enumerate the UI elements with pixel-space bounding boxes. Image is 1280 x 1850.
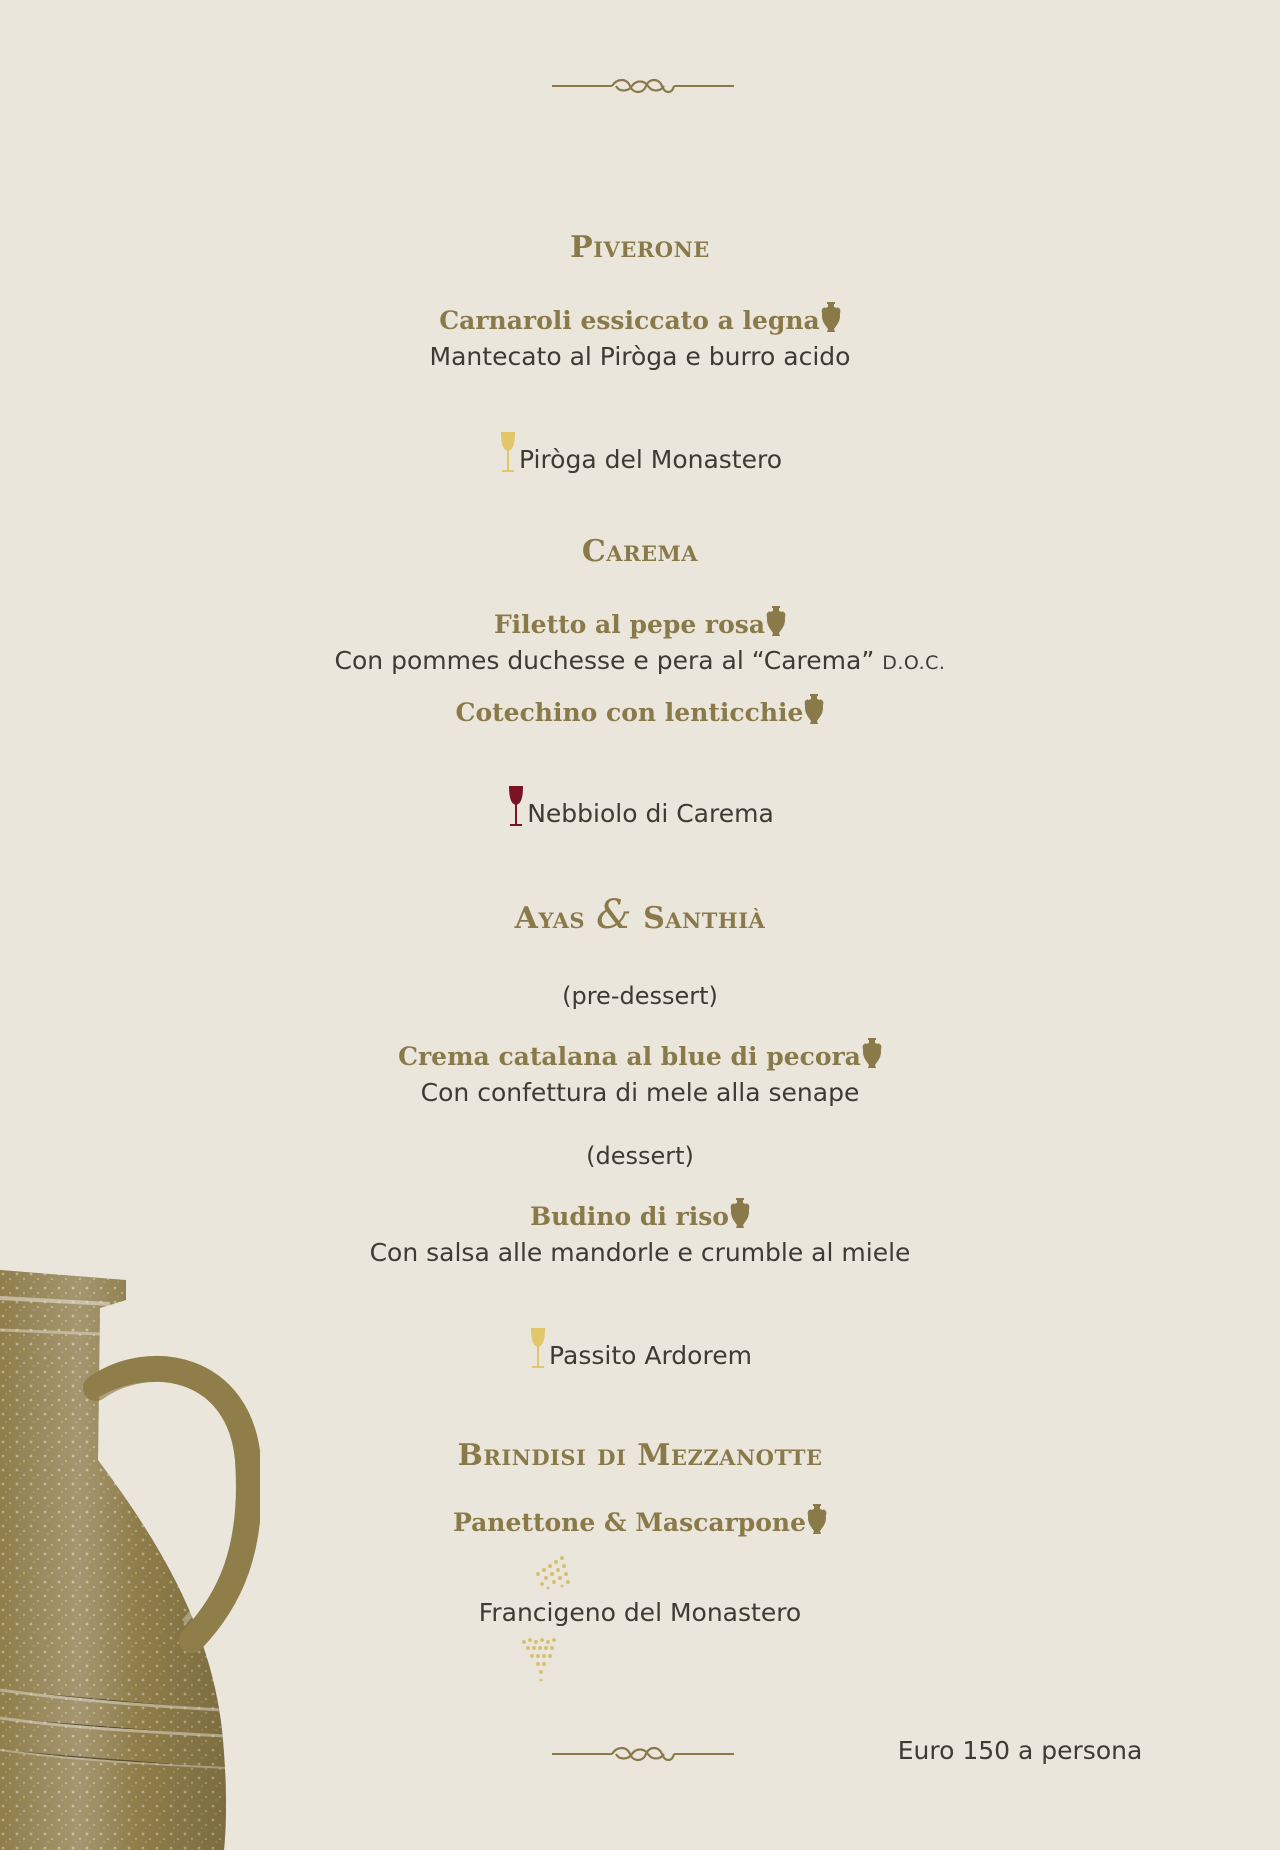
dish-name: Cotechino con lenticchie xyxy=(455,698,804,727)
wine-glass-icon xyxy=(528,1326,548,1372)
ornament-divider-icon xyxy=(552,74,734,98)
amphora-icon xyxy=(804,692,824,726)
amphora-icon xyxy=(766,604,786,638)
dish-title xyxy=(0,604,1280,639)
dish-title xyxy=(0,300,1280,335)
wine-name: Nebbiolo di Carema xyxy=(527,799,774,828)
grape-cluster-icon xyxy=(516,1636,566,1686)
dish-name: Carnaroli essiccato a legna xyxy=(439,306,820,335)
dish-title xyxy=(0,692,1280,727)
dish-name: Panettone & Mascarpone xyxy=(452,1508,806,1537)
amphora-icon xyxy=(730,1196,750,1230)
wine-glass-icon xyxy=(506,784,526,830)
dish-description: Mantecato al Piròga e burro acido xyxy=(429,342,851,371)
pre-dessert-label: (pre-dessert) xyxy=(562,982,718,1010)
wine-name: Francigeno del Monastero xyxy=(478,1598,802,1627)
price-label: Euro 150 a persona xyxy=(897,1736,1143,1765)
section-title-brindisi: Brindisi di Mezzanotte xyxy=(457,1438,823,1473)
title-part: Santhià xyxy=(643,901,766,936)
dish-name: Filetto al pepe rosa xyxy=(493,610,766,639)
dish-description xyxy=(0,646,1280,675)
dish-description: Con salsa alle mandorle e crumble al miele xyxy=(369,1238,911,1267)
jug-illustration xyxy=(0,1270,260,1850)
grape-cluster-icon xyxy=(528,1552,578,1602)
wine-pairing xyxy=(0,430,1280,476)
amphora-icon xyxy=(821,300,841,334)
amphora-icon xyxy=(807,1502,827,1536)
title-part: Ayas xyxy=(514,901,586,936)
dish-name: Crema catalana al blue di pecora xyxy=(398,1042,861,1071)
ornament-divider-icon xyxy=(552,1742,734,1766)
doc-label: D.O.C. xyxy=(882,652,946,674)
section-title-piverone: Piverone xyxy=(570,230,710,265)
ampersand: & xyxy=(596,892,633,938)
section-title-ayas-santhia xyxy=(0,892,1280,938)
dish-description: Con confettura di mele alla senape xyxy=(420,1078,860,1107)
dish-name: Budino di riso xyxy=(530,1202,729,1231)
dish-title xyxy=(0,1196,1280,1231)
dessert-label: (dessert) xyxy=(586,1142,694,1170)
wine-name: Passito Ardorem xyxy=(549,1341,752,1370)
dish-description-text: Con pommes duchesse e pera al “Carema” xyxy=(334,646,875,675)
wine-name: Piròga del Monastero xyxy=(518,445,783,474)
dish-title xyxy=(0,1036,1280,1071)
amphora-icon xyxy=(862,1036,882,1070)
wine-glass-icon xyxy=(498,430,518,476)
section-title-carema: Carema xyxy=(581,534,699,569)
wine-pairing xyxy=(0,784,1280,830)
